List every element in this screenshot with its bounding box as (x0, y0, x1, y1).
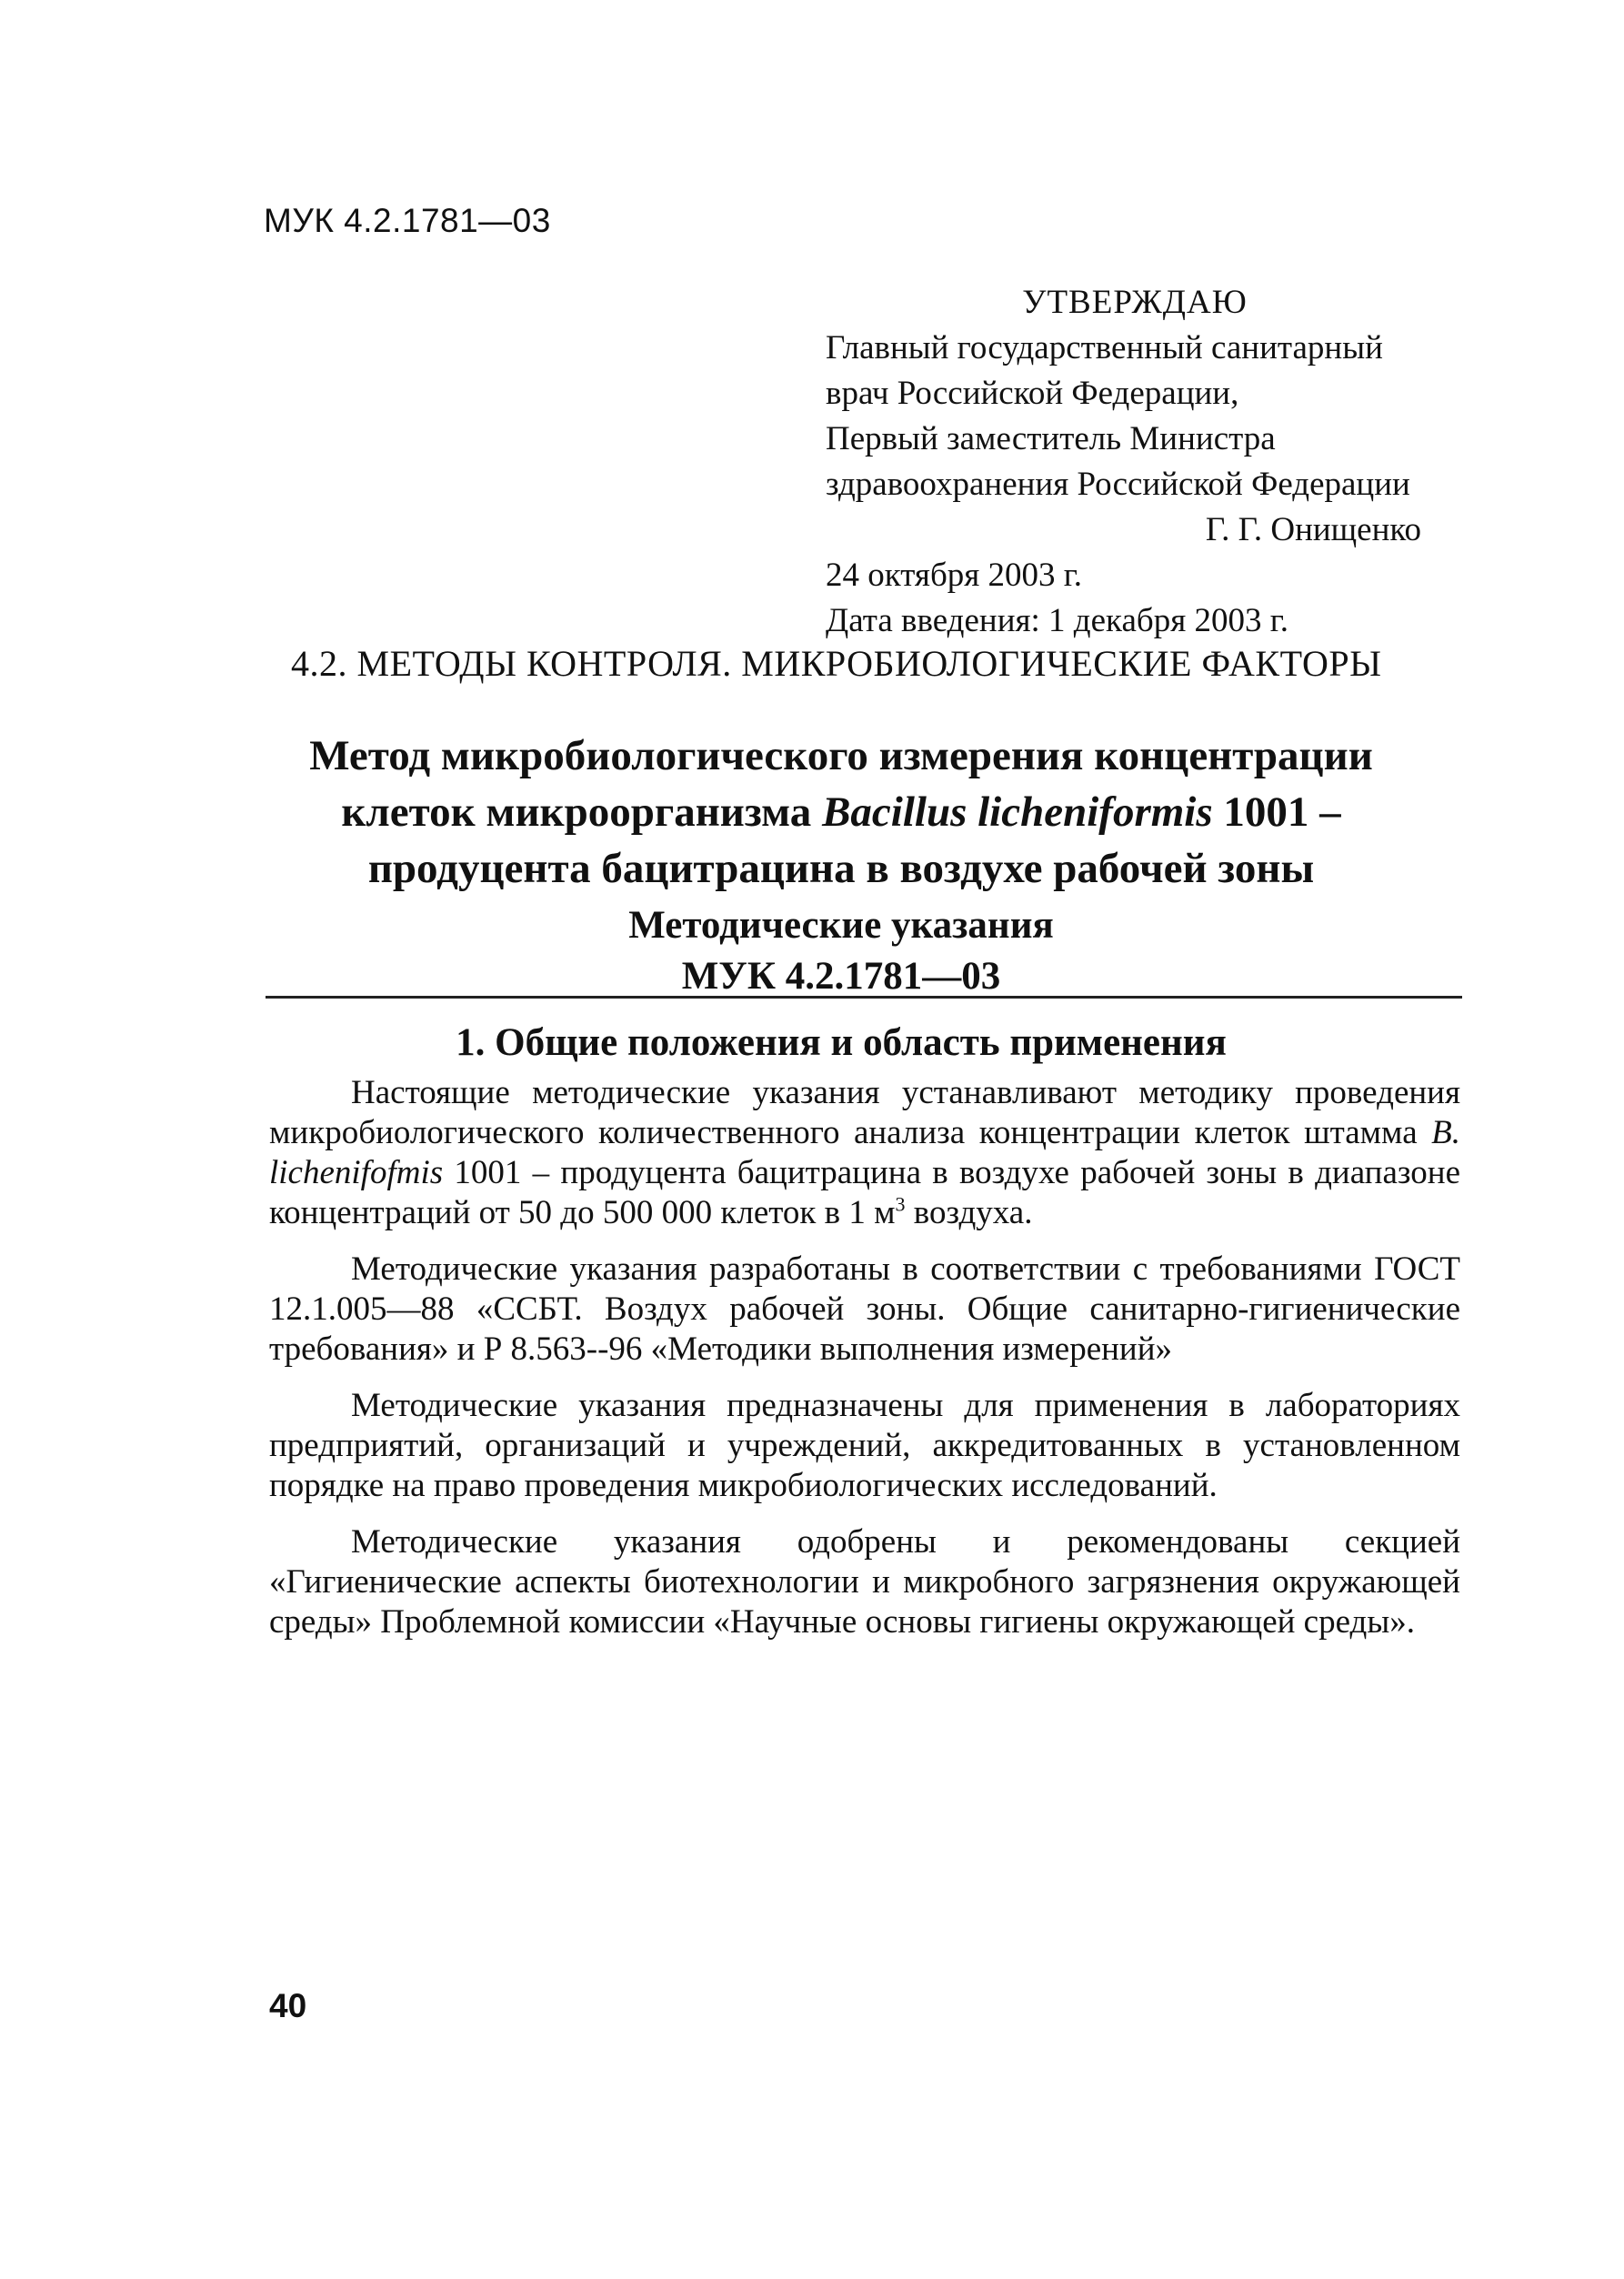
subtitle-line-2: МУК 4.2.1781—03 (681, 955, 1001, 998)
paragraph-1-strain: B. lichenifofmis (269, 1114, 1460, 1191)
title-line-2 (227, 784, 1455, 840)
paragraph-4: Методические указания одобрены и рекомендованы секцией «Гигиенические аспекты биотехнологии и микробного загрязнения окружающей среды» Проблемной комиссии «Научные основы гигиены окружающей среды». (269, 1523, 1460, 1641)
paragraph-2: Методические указания разработаны в соответствии с требованиями ГОСТ 12.1.005—88 «ССБТ. Воздух рабочей зоны. Общие санитарно-гигиенические требования» и Р 8.563--96 «Методики выполнения измерений» (269, 1250, 1460, 1368)
approval-title: УТВЕРЖДАЮ (1022, 284, 1248, 321)
approval-position-line-2: врач Российской Федерации, (826, 375, 1239, 412)
page-number: 40 (269, 1987, 307, 2024)
section-1-body (269, 1073, 1460, 1659)
approval-position-line-1: Главный государственный санитарный (826, 329, 1383, 366)
title-line-2-start: клеток микроорганизма (341, 788, 823, 836)
subtitle-line-1: Методические указания (628, 904, 1054, 947)
paragraph-1-end: воздуха. (905, 1194, 1033, 1231)
paragraph-1-mid: 1001 – продуцента бацитрацина в воздухе рабочей зоны в диапазоне концентраций от 50 до 500 000 клеток в 1 м (269, 1154, 1460, 1231)
document-title (227, 728, 1455, 897)
paragraph-1 (269, 1073, 1460, 1233)
section-1-heading: 1. Общие положения и область применения (456, 1021, 1227, 1064)
approval-date: 24 октября 2003 г. (826, 557, 1083, 594)
document-subtitle (227, 900, 1455, 1002)
section-caption: 4.2. МЕТОДЫ КОНТРОЛЯ. МИКРОБИОЛОГИЧЕСКИЕ ФАКТОРЫ (291, 643, 1382, 684)
paragraph-3: Методические указания предназначены для применения в лабораториях предприятий, организаций и учреждений, аккредитованных в установленном порядке на право проведения микробиологических исследований. (269, 1387, 1460, 1504)
title-species-name: Bacillus licheniformis (822, 788, 1213, 836)
approval-position-line-4: здравоохранения Российской Федерации (826, 466, 1410, 503)
title-line-2-end: 1001 – (1212, 788, 1341, 836)
approval-position-line-3: Первый заместитель Министра (826, 420, 1276, 457)
title-line-3: продуцента бацитрацина в воздухе рабочей зоны (367, 845, 1315, 892)
title-divider (266, 996, 1462, 999)
paragraph-1-superscript: 3 (895, 1192, 906, 1216)
approval-block (826, 280, 1462, 644)
document-code-header: МУК 4.2.1781—03 (264, 202, 551, 239)
paragraph-1-start: Настоящие методические указания устанавливают методику проведения микробиологического количественного анализа концентрации клеток штамма (269, 1074, 1460, 1151)
approver-name: Г. Г. Онищенко (1205, 511, 1421, 548)
title-line-1: Метод микробиологического измерения концентрации (309, 732, 1373, 779)
introduction-date: Дата введения: 1 декабря 2003 г. (826, 602, 1288, 639)
